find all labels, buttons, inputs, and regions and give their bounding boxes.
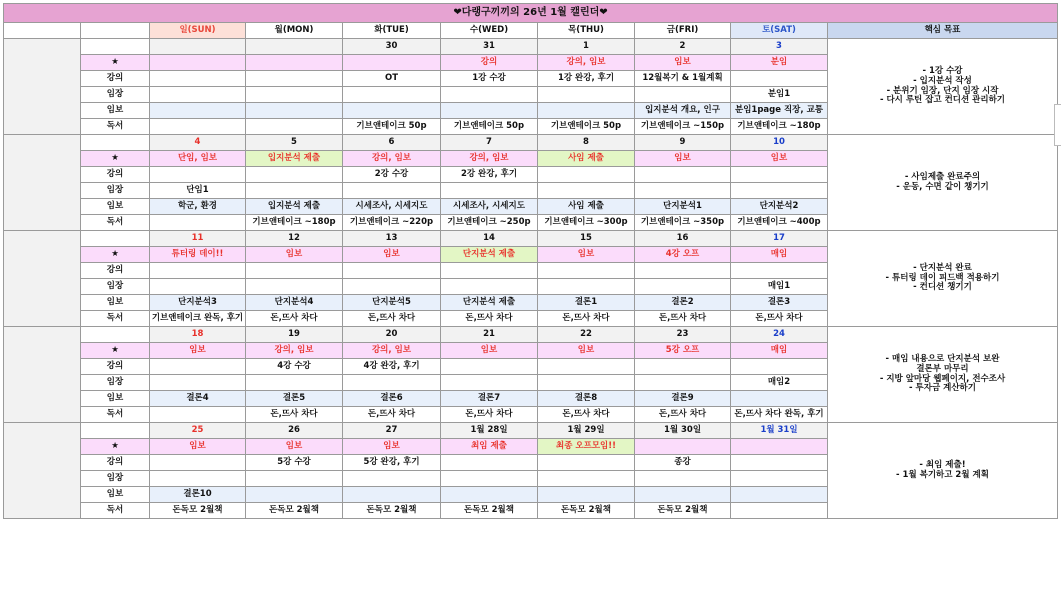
- week-2-dates-day-2[interactable]: 6: [343, 135, 441, 151]
- week-4-star-day-3[interactable]: 임보: [441, 343, 538, 359]
- week-5-lecture-day-6[interactable]: [731, 455, 828, 471]
- week-3-dates-day-5[interactable]: 16: [635, 231, 731, 247]
- week-2-lecture-day-0[interactable]: [150, 167, 246, 183]
- row-label-imjang: 임장: [81, 375, 150, 391]
- week-3-dates-day-3[interactable]: 14: [441, 231, 538, 247]
- week-2-imbo-day-5[interactable]: 단지분석1: [635, 199, 731, 215]
- week-5-lecture-day-0[interactable]: [150, 455, 246, 471]
- goal-item: - 투자금 계산하기: [909, 383, 976, 394]
- week-1-lecture-day-1[interactable]: [246, 71, 343, 87]
- week-1-imbo-day-0[interactable]: [150, 103, 246, 119]
- row-label-star: ★: [81, 247, 150, 263]
- week-3-imbo-day-1[interactable]: 단지분석4: [246, 295, 343, 311]
- week-1-dates-day-2[interactable]: 30: [343, 39, 441, 55]
- week-4-reading-day-6[interactable]: 돈,뜨사 차다 완독, 후기: [731, 407, 828, 423]
- week-4-imbo-day-0[interactable]: 결론4: [150, 391, 246, 407]
- week-2-reading-day-2[interactable]: 기브앤테이크 ~220p: [343, 215, 441, 231]
- week-4-reading-day-1[interactable]: 돈,뜨사 차다: [246, 407, 343, 423]
- week-5-dates-day-3[interactable]: 1월 28일: [441, 423, 538, 439]
- row-label-imbo: 임보: [81, 295, 150, 311]
- header-sunday: 일(SUN): [150, 23, 246, 39]
- week-4-dates-day-5[interactable]: 23: [635, 327, 731, 343]
- row-label-dates: [81, 327, 150, 343]
- week-3-star-day-6[interactable]: 매임: [731, 247, 828, 263]
- calendar-table: [3, 3, 1058, 519]
- week-1-reading-day-2[interactable]: 기브앤테이크 50p: [343, 119, 441, 135]
- goal-item: - 사임제출 완료주의: [904, 171, 981, 182]
- week-1-reading-day-6[interactable]: 기브앤테이크 ~180p: [731, 119, 828, 135]
- week-1-reading-day-3[interactable]: 기브앤테이크 50p: [441, 119, 538, 135]
- week-3-imjang-day-1[interactable]: [246, 279, 343, 295]
- week-2-imbo-day-1[interactable]: 입지분석 제출: [246, 199, 343, 215]
- side-overflow-edge: [1054, 104, 1061, 146]
- week-5-star-day-6[interactable]: [731, 439, 828, 455]
- week-5-imbo-day-0[interactable]: 결론10: [150, 487, 246, 503]
- week-3-lecture-day-5[interactable]: [635, 263, 731, 279]
- row-label-star: ★: [81, 439, 150, 455]
- header-blank: [4, 23, 81, 39]
- week-1-lecture-day-0[interactable]: [150, 71, 246, 87]
- week-4-imjang-day-0[interactable]: [150, 375, 246, 391]
- week-4-dates-day-2[interactable]: 20: [343, 327, 441, 343]
- week-spacer: [4, 327, 81, 423]
- week-2-star-day-5[interactable]: 임보: [635, 151, 731, 167]
- week-3-imbo-day-4[interactable]: 결론1: [538, 295, 635, 311]
- week-3-dates-day-6[interactable]: 17: [731, 231, 828, 247]
- row-label-imbo: 임보: [81, 199, 150, 215]
- week-4-lecture-day-2[interactable]: 4강 완강, 후기: [343, 359, 441, 375]
- row-label-lecture: 강의: [81, 263, 150, 279]
- week-5-star-day-4[interactable]: 최종 오프모임!!: [538, 439, 635, 455]
- week-5-reading-day-2[interactable]: 돈독모 2월책: [343, 503, 441, 519]
- week-1-imjang-day-3[interactable]: [441, 87, 538, 103]
- week-spacer: [4, 39, 81, 135]
- row-label-imjang: 임장: [81, 87, 150, 103]
- week-4-star-day-6[interactable]: 매임: [731, 343, 828, 359]
- row-label-imbo: 임보: [81, 391, 150, 407]
- week-2-reading-day-4[interactable]: 기브앤테이크 ~300p: [538, 215, 635, 231]
- week-1-imjang-day-1[interactable]: [246, 87, 343, 103]
- week-3-lecture-day-6[interactable]: [731, 263, 828, 279]
- week-5-imjang-day-4[interactable]: [538, 471, 635, 487]
- week-4-reading-day-0[interactable]: [150, 407, 246, 423]
- row-label-reading: 독서: [81, 311, 150, 327]
- week-5-imjang-day-0[interactable]: [150, 471, 246, 487]
- week-1-star-day-4[interactable]: 강의, 임보: [538, 55, 635, 71]
- week-2-imjang-day-5[interactable]: [635, 183, 731, 199]
- week-3-imbo-day-0[interactable]: 단지분석3: [150, 295, 246, 311]
- week-4-imbo-day-1[interactable]: 결론5: [246, 391, 343, 407]
- week-5-star-day-0[interactable]: 임보: [150, 439, 246, 455]
- week-5-imjang-day-1[interactable]: [246, 471, 343, 487]
- week-4-lecture-day-5[interactable]: [635, 359, 731, 375]
- week-3-imjang-day-4[interactable]: [538, 279, 635, 295]
- week-5-imbo-day-2[interactable]: [343, 487, 441, 503]
- row-label-lecture: 강의: [81, 359, 150, 375]
- week-2-imbo-day-0[interactable]: 학군, 환경: [150, 199, 246, 215]
- week-2-reading-day-1[interactable]: 기브앤테이크 ~180p: [246, 215, 343, 231]
- row-label-lecture: 강의: [81, 167, 150, 183]
- week-3-lecture-day-1[interactable]: [246, 263, 343, 279]
- week-2-imbo-day-6[interactable]: 단지분석2: [731, 199, 828, 215]
- week-2-reading-day-6[interactable]: 기브앤테이크 ~400p: [731, 215, 828, 231]
- week-5-lecture-day-4[interactable]: [538, 455, 635, 471]
- week-1-lecture-day-6[interactable]: [731, 71, 828, 87]
- week-5-dates-day-0[interactable]: 25: [150, 423, 246, 439]
- week-1-imbo-day-6[interactable]: 분임1page 직장, 교통: [731, 103, 828, 119]
- week-5-imbo-day-5[interactable]: [635, 487, 731, 503]
- week-1-dates-day-1[interactable]: [246, 39, 343, 55]
- week-2-imjang-day-6[interactable]: [731, 183, 828, 199]
- row-label-star: ★: [81, 343, 150, 359]
- week-spacer: [4, 423, 81, 519]
- weekday-header-row: [4, 23, 1058, 39]
- week-1-star-day-2[interactable]: [343, 55, 441, 71]
- goal-item: - 입지분석 작성: [913, 75, 972, 86]
- week-2-lecture-day-3[interactable]: 2강 완강, 후기: [441, 167, 538, 183]
- week-5-imbo-day-1[interactable]: [246, 487, 343, 503]
- week-3-dates-day-1[interactable]: 12: [246, 231, 343, 247]
- week-1-lecture-day-4[interactable]: 1강 완강, 후기: [538, 71, 635, 87]
- week-3-lecture-day-0[interactable]: [150, 263, 246, 279]
- week-3-star-day-3[interactable]: 단지분석 제출: [441, 247, 538, 263]
- row-label-reading: 독서: [81, 407, 150, 423]
- row-label-reading: 독서: [81, 215, 150, 231]
- week-5-dates-day-1[interactable]: 26: [246, 423, 343, 439]
- week-3-dates-day-0[interactable]: 11: [150, 231, 246, 247]
- week-4-star-day-4[interactable]: 임보: [538, 343, 635, 359]
- week-4-imbo-day-2[interactable]: 결론6: [343, 391, 441, 407]
- week-1-dates-day-6[interactable]: 3: [731, 39, 828, 55]
- week-4-imjang-day-5[interactable]: [635, 375, 731, 391]
- week-4-reading-day-3[interactable]: 돈,뜨사 차다: [441, 407, 538, 423]
- row-label-imjang: 임장: [81, 279, 150, 295]
- week-4-lecture-day-0[interactable]: [150, 359, 246, 375]
- week-3-reading-day-4[interactable]: 돈,뜨사 차다: [538, 311, 635, 327]
- week-1-imbo-day-3[interactable]: [441, 103, 538, 119]
- week-1-imjang-day-6[interactable]: 분임1: [731, 87, 828, 103]
- week-3-dates-row: [4, 231, 1058, 247]
- week-4-star-day-2[interactable]: 강의, 임보: [343, 343, 441, 359]
- week-1-lecture-day-5[interactable]: 12월복기 & 1월계획: [635, 71, 731, 87]
- week-3-lecture-day-3[interactable]: [441, 263, 538, 279]
- week-4-imjang-day-4[interactable]: [538, 375, 635, 391]
- week-4-lecture-day-1[interactable]: 4강 수강: [246, 359, 343, 375]
- goal-item: - 다시 루틴 잡고 컨디션 관리하기: [879, 95, 1006, 106]
- week-4-star-day-5[interactable]: 5강 오프: [635, 343, 731, 359]
- week-5-reading-day-1[interactable]: 돈독모 2월책: [246, 503, 343, 519]
- week-4-imbo-day-4[interactable]: 결론8: [538, 391, 635, 407]
- week-1-reading-day-1[interactable]: [246, 119, 343, 135]
- week-5-lecture-day-2[interactable]: 5강 완강, 후기: [343, 455, 441, 471]
- week-3-dates-day-4[interactable]: 15: [538, 231, 635, 247]
- week-1-dates-day-3[interactable]: 31: [441, 39, 538, 55]
- goal-item: - 튜터링 데이 피드백 적용하기: [885, 272, 1000, 283]
- week-1-imbo-day-5[interactable]: 입지분석 개요, 인구: [635, 103, 731, 119]
- week-5-imbo-day-4[interactable]: [538, 487, 635, 503]
- week-5-reading-day-0[interactable]: 돈독모 2월책: [150, 503, 246, 519]
- week-2-lecture-day-1[interactable]: [246, 167, 343, 183]
- week-4-reading-day-2[interactable]: 돈,뜨사 차다: [343, 407, 441, 423]
- row-label-star: ★: [81, 151, 150, 167]
- goal-item: 결론부 마무리: [916, 363, 969, 374]
- week-2-imbo-day-2[interactable]: 시세조사, 시세지도: [343, 199, 441, 215]
- week-5-reading-day-4[interactable]: 돈독모 2월책: [538, 503, 635, 519]
- week-2-dates-day-1[interactable]: 5: [246, 135, 343, 151]
- week-4-dates-day-1[interactable]: 19: [246, 327, 343, 343]
- week-5-star-day-3[interactable]: 최임 제출: [441, 439, 538, 455]
- week-5-reading-day-5[interactable]: 돈독모 2월책: [635, 503, 731, 519]
- week-5-dates-day-6[interactable]: 1월 31일: [731, 423, 828, 439]
- week-1-imjang-day-0[interactable]: [150, 87, 246, 103]
- row-label-reading: 독서: [81, 119, 150, 135]
- week-4-dates-day-3[interactable]: 21: [441, 327, 538, 343]
- week-4-imjang-day-3[interactable]: [441, 375, 538, 391]
- week-1-imjang-day-4[interactable]: [538, 87, 635, 103]
- week-3-star-day-0[interactable]: 튜터링 데이!!: [150, 247, 246, 263]
- week-4-star-day-1[interactable]: 강의, 임보: [246, 343, 343, 359]
- week-4-lecture-day-3[interactable]: [441, 359, 538, 375]
- week-3-star-day-1[interactable]: 임보: [246, 247, 343, 263]
- week-5-goals: [828, 423, 1058, 519]
- week-1-reading-day-0[interactable]: [150, 119, 246, 135]
- week-4-imbo-day-6[interactable]: [731, 391, 828, 407]
- week-5-imbo-day-6[interactable]: [731, 487, 828, 503]
- week-1-dates-day-4[interactable]: 1: [538, 39, 635, 55]
- week-3-star-day-5[interactable]: 4강 오프: [635, 247, 731, 263]
- week-2-imbo-day-4[interactable]: 사임 제출: [538, 199, 635, 215]
- week-1-dates-row: [4, 39, 1058, 55]
- week-5-reading-day-6[interactable]: [731, 503, 828, 519]
- goal-item: - 분위기 임장, 단지 임장 시작: [886, 85, 999, 96]
- week-1-star-day-6[interactable]: 분임: [731, 55, 828, 71]
- week-spacer: [4, 135, 81, 231]
- week-1-imbo-day-1[interactable]: [246, 103, 343, 119]
- week-5-star-day-2[interactable]: 임보: [343, 439, 441, 455]
- week-5-reading-day-3[interactable]: 돈독모 2월책: [441, 503, 538, 519]
- week-1-lecture-day-2[interactable]: OT: [343, 71, 441, 87]
- week-2-dates-day-3[interactable]: 7: [441, 135, 538, 151]
- week-4-imjang-day-1[interactable]: [246, 375, 343, 391]
- week-2-lecture-day-6[interactable]: [731, 167, 828, 183]
- week-3-reading-day-6[interactable]: 돈,뜨사 차다: [731, 311, 828, 327]
- week-3-goals: [828, 231, 1058, 327]
- week-2-star-day-1[interactable]: 입지분석 제출: [246, 151, 343, 167]
- week-2-dates-day-0[interactable]: 4: [150, 135, 246, 151]
- week-4-star-day-0[interactable]: 임보: [150, 343, 246, 359]
- goal-item: - 지방 앞마당 웹페이지, 전수조사: [879, 373, 1006, 384]
- row-label-reading: 독서: [81, 503, 150, 519]
- week-4-imjang-day-2[interactable]: [343, 375, 441, 391]
- week-5-imbo-day-3[interactable]: [441, 487, 538, 503]
- week-5-dates-day-2[interactable]: 27: [343, 423, 441, 439]
- week-2-reading-day-5[interactable]: 기브앤테이크 ~350p: [635, 215, 731, 231]
- row-label-lecture: 강의: [81, 455, 150, 471]
- week-3-imjang-day-5[interactable]: [635, 279, 731, 295]
- week-1-star-day-0[interactable]: [150, 55, 246, 71]
- week-1-goals: [828, 39, 1058, 135]
- header-friday: 금(FRI): [635, 23, 731, 39]
- week-1-imbo-day-4[interactable]: [538, 103, 635, 119]
- week-3-imbo-day-2[interactable]: 단지분석5: [343, 295, 441, 311]
- week-3-lecture-day-4[interactable]: [538, 263, 635, 279]
- week-5-lecture-day-1[interactable]: 5강 수강: [246, 455, 343, 471]
- row-label-star: ★: [81, 55, 150, 71]
- week-3-dates-day-2[interactable]: 13: [343, 231, 441, 247]
- week-4-imbo-day-3[interactable]: 결론7: [441, 391, 538, 407]
- header-blank: [81, 23, 150, 39]
- week-3-imbo-day-5[interactable]: 결론2: [635, 295, 731, 311]
- week-4-reading-day-4[interactable]: 돈,뜨사 차다: [538, 407, 635, 423]
- week-1-reading-day-5[interactable]: 기브앤테이크 ~150p: [635, 119, 731, 135]
- week-2-imjang-day-0[interactable]: 단임1: [150, 183, 246, 199]
- week-4-goals: [828, 327, 1058, 423]
- week-1-dates-day-5[interactable]: 2: [635, 39, 731, 55]
- week-2-dates-day-6[interactable]: 10: [731, 135, 828, 151]
- title-row: [4, 4, 1058, 23]
- row-label-imjang: 임장: [81, 471, 150, 487]
- week-2-star-day-0[interactable]: 단임, 임보: [150, 151, 246, 167]
- week-3-imjang-day-3[interactable]: [441, 279, 538, 295]
- week-4-dates-row: [4, 327, 1058, 343]
- goal-item: - 운동, 수면 같이 챙기기: [896, 181, 989, 192]
- goal-item: - 1강 수강: [922, 65, 963, 76]
- week-2-imjang-day-2[interactable]: [343, 183, 441, 199]
- header-tuesday: 화(TUE): [343, 23, 441, 39]
- week-2-reading-day-3[interactable]: 기브앤테이크 ~250p: [441, 215, 538, 231]
- week-1-dates-day-0[interactable]: [150, 39, 246, 55]
- week-5-dates-day-4[interactable]: 1월 29일: [538, 423, 635, 439]
- week-5-imjang-day-6[interactable]: [731, 471, 828, 487]
- row-label-imbo: 임보: [81, 103, 150, 119]
- week-2-star-day-2[interactable]: 강의, 임보: [343, 151, 441, 167]
- header-saturday: 토(SAT): [731, 23, 828, 39]
- row-label-lecture: 강의: [81, 71, 150, 87]
- week-2-lecture-day-2[interactable]: 2강 수강: [343, 167, 441, 183]
- week-4-dates-day-0[interactable]: 18: [150, 327, 246, 343]
- header-goal: 핵심 목표: [828, 23, 1058, 39]
- week-5-lecture-day-5[interactable]: 종강: [635, 455, 731, 471]
- row-label-dates: [81, 231, 150, 247]
- week-1-star-day-3[interactable]: 강의: [441, 55, 538, 71]
- week-2-star-day-4[interactable]: 사임 제출: [538, 151, 635, 167]
- week-4-dates-day-4[interactable]: 22: [538, 327, 635, 343]
- week-5-dates-day-5[interactable]: 1월 30일: [635, 423, 731, 439]
- week-2-lecture-day-4[interactable]: [538, 167, 635, 183]
- week-1-star-day-5[interactable]: 임보: [635, 55, 731, 71]
- week-3-reading-day-0[interactable]: 기브앤테이크 완독, 후기: [150, 311, 246, 327]
- week-spacer: [4, 231, 81, 327]
- week-3-reading-day-2[interactable]: 돈,뜨사 차다: [343, 311, 441, 327]
- week-1-imjang-day-2[interactable]: [343, 87, 441, 103]
- week-3-star-day-2[interactable]: 임보: [343, 247, 441, 263]
- row-label-dates: [81, 135, 150, 151]
- week-4-imjang-day-6[interactable]: 매임2: [731, 375, 828, 391]
- goal-item: - 1월 복기하고 2월 계획: [896, 469, 989, 480]
- week-3-reading-day-3[interactable]: 돈,뜨사 차다: [441, 311, 538, 327]
- row-label-dates: [81, 39, 150, 55]
- calendar-title: ❤다랭구끼끼의 26년 1월 캘린더❤: [4, 4, 1058, 23]
- week-2-goals: [828, 135, 1058, 231]
- week-2-dates-row: [4, 135, 1058, 151]
- week-1-lecture-day-3[interactable]: 1강 수강: [441, 71, 538, 87]
- week-4-reading-day-5[interactable]: 돈,뜨사 차다: [635, 407, 731, 423]
- week-2-dates-day-5[interactable]: 9: [635, 135, 731, 151]
- row-label-imbo: 임보: [81, 487, 150, 503]
- week-2-imjang-day-1[interactable]: [246, 183, 343, 199]
- week-2-imbo-day-3[interactable]: 시세조사, 시세지도: [441, 199, 538, 215]
- week-4-lecture-day-6[interactable]: [731, 359, 828, 375]
- week-2-imjang-day-3[interactable]: [441, 183, 538, 199]
- goal-item: - 최임 제출!: [919, 459, 966, 470]
- week-2-dates-day-4[interactable]: 8: [538, 135, 635, 151]
- week-4-imbo-day-5[interactable]: 결론9: [635, 391, 731, 407]
- week-5-imjang-day-3[interactable]: [441, 471, 538, 487]
- week-3-imbo-day-3[interactable]: 단지분석 제출: [441, 295, 538, 311]
- week-3-imjang-day-2[interactable]: [343, 279, 441, 295]
- goal-item: - 컨디션 챙기기: [913, 282, 972, 293]
- week-1-imjang-day-5[interactable]: [635, 87, 731, 103]
- week-4-lecture-day-4[interactable]: [538, 359, 635, 375]
- goal-item: - 매임 내용으로 단지분석 보완: [885, 353, 1000, 364]
- week-2-reading-day-0[interactable]: [150, 215, 246, 231]
- week-3-reading-day-5[interactable]: 돈,뜨사 차다: [635, 311, 731, 327]
- week-3-imjang-day-6[interactable]: 매임1: [731, 279, 828, 295]
- week-1-star-day-1[interactable]: [246, 55, 343, 71]
- week-2-star-day-6[interactable]: 임보: [731, 151, 828, 167]
- week-2-star-day-3[interactable]: 강의, 임보: [441, 151, 538, 167]
- row-label-imjang: 임장: [81, 183, 150, 199]
- header-monday: 월(MON): [246, 23, 343, 39]
- header-thursday: 목(THU): [538, 23, 635, 39]
- week-1-reading-day-4[interactable]: 기브앤테이크 50p: [538, 119, 635, 135]
- week-5-star-day-1[interactable]: 임보: [246, 439, 343, 455]
- week-3-imbo-day-6[interactable]: 결론3: [731, 295, 828, 311]
- week-5-star-day-5[interactable]: [635, 439, 731, 455]
- week-5-imjang-day-5[interactable]: [635, 471, 731, 487]
- week-3-star-day-4[interactable]: 임보: [538, 247, 635, 263]
- week-1-imbo-day-2[interactable]: [343, 103, 441, 119]
- goal-item: - 단지분석 완료: [913, 262, 972, 273]
- header-wednesday: 수(WED): [441, 23, 538, 39]
- week-5-lecture-day-3[interactable]: [441, 455, 538, 471]
- week-5-dates-row: [4, 423, 1058, 439]
- week-5-imjang-day-2[interactable]: [343, 471, 441, 487]
- week-3-imjang-day-0[interactable]: [150, 279, 246, 295]
- row-label-dates: [81, 423, 150, 439]
- week-4-dates-day-6[interactable]: 24: [731, 327, 828, 343]
- week-2-imjang-day-4[interactable]: [538, 183, 635, 199]
- week-3-reading-day-1[interactable]: 돈,뜨사 차다: [246, 311, 343, 327]
- week-3-lecture-day-2[interactable]: [343, 263, 441, 279]
- week-2-lecture-day-5[interactable]: [635, 167, 731, 183]
